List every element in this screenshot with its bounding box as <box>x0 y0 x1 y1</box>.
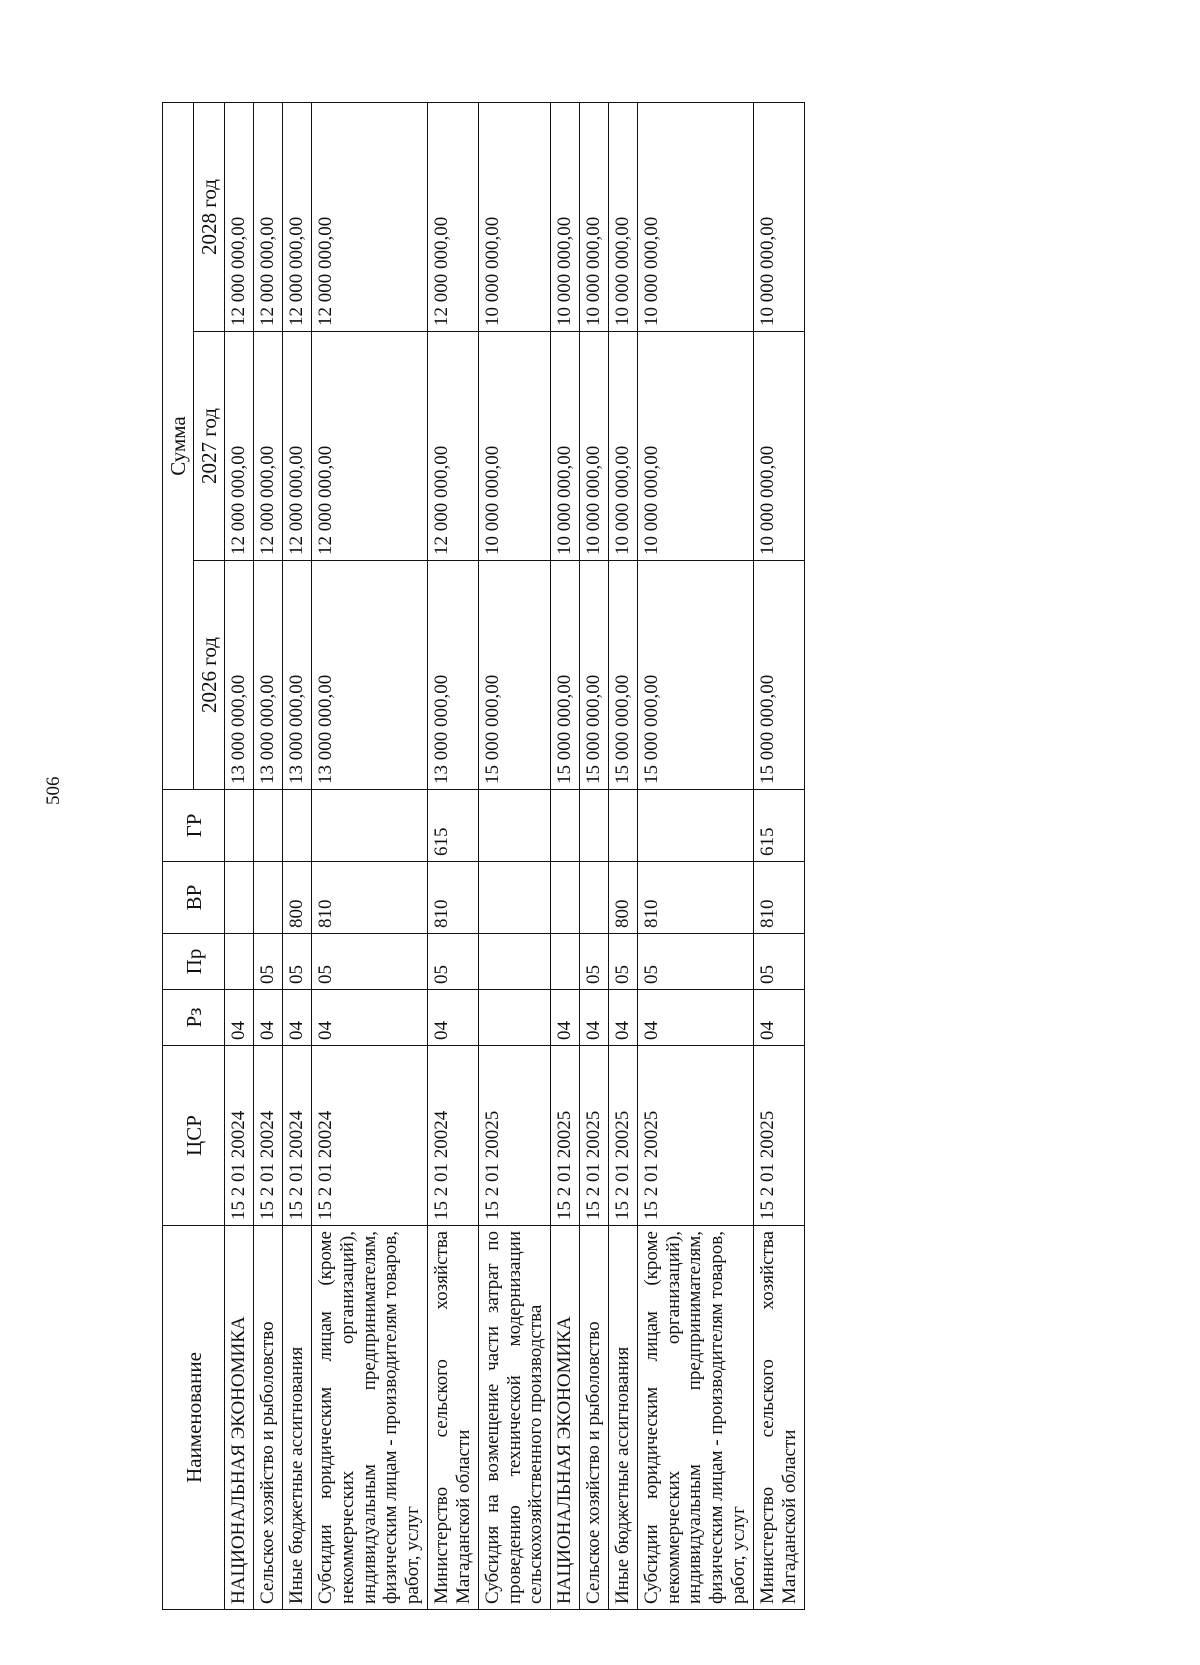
table-row <box>754 102 805 1609</box>
cell-y2028: 12 000 000,00 <box>282 102 311 331</box>
cell-y2027: 10 000 000,00 <box>608 332 637 561</box>
cell-gr <box>282 790 311 862</box>
cell-vr <box>225 862 254 934</box>
cell-rz <box>478 990 551 1046</box>
cell-name: Субсидия на возмещение части затрат по проведению технической модернизации сельскохозяйственного производства <box>478 1226 551 1610</box>
cell-y2027: 10 000 000,00 <box>478 332 551 561</box>
cell-gr <box>580 790 609 862</box>
cell-pr: 05 <box>637 934 753 990</box>
cell-gr <box>637 790 753 862</box>
cell-name: Иные бюджетные ассигнования <box>282 1226 311 1610</box>
cell-pr: 05 <box>311 934 427 990</box>
table-row <box>608 102 637 1609</box>
cell-pr <box>551 934 580 990</box>
cell-y2028: 12 000 000,00 <box>428 102 479 331</box>
header-gr: ГР <box>163 790 225 862</box>
table-row <box>551 102 580 1609</box>
cell-vr: 800 <box>282 862 311 934</box>
header-pr: Пр <box>163 934 225 990</box>
cell-y2028: 12 000 000,00 <box>311 102 427 331</box>
header-rz: Рз <box>163 990 225 1046</box>
cell-name: Министерство сельского хозяйства Магаданской области <box>754 1226 805 1610</box>
cell-vr <box>551 862 580 934</box>
cell-name: НАЦИОНАЛЬНАЯ ЭКОНОМИКА <box>225 1226 254 1610</box>
cell-y2026: 13 000 000,00 <box>254 561 283 790</box>
cell-vr <box>254 862 283 934</box>
cell-y2026: 15 000 000,00 <box>551 561 580 790</box>
header-name: Наименование <box>163 1226 225 1610</box>
cell-csr: 15 2 01 20025 <box>754 1046 805 1226</box>
cell-y2028: 12 000 000,00 <box>225 102 254 331</box>
cell-y2028: 10 000 000,00 <box>608 102 637 331</box>
cell-rz: 04 <box>608 990 637 1046</box>
cell-csr: 15 2 01 20024 <box>282 1046 311 1226</box>
cell-name: НАЦИОНАЛЬНАЯ ЭКОНОМИКА <box>551 1226 580 1610</box>
cell-csr: 15 2 01 20025 <box>608 1046 637 1226</box>
cell-rz: 04 <box>254 990 283 1046</box>
cell-rz: 04 <box>551 990 580 1046</box>
cell-pr: 05 <box>282 934 311 990</box>
cell-vr: 800 <box>608 862 637 934</box>
cell-y2028: 10 000 000,00 <box>478 102 551 331</box>
cell-name: Иные бюджетные ассигнования <box>608 1226 637 1610</box>
cell-y2028: 10 000 000,00 <box>580 102 609 331</box>
cell-name: Субсидии юридическим лицам (кроме некоммерческих организаций), индивидуальным предпринимателям, физическим лицам - производителям товаров, работ, услуг <box>311 1226 427 1610</box>
cell-y2026: 15 000 000,00 <box>637 561 753 790</box>
cell-y2028: 10 000 000,00 <box>754 102 805 331</box>
header-2028: 2028 год <box>194 102 225 331</box>
cell-csr: 15 2 01 20024 <box>311 1046 427 1226</box>
cell-pr: 05 <box>608 934 637 990</box>
cell-gr: 615 <box>428 790 479 862</box>
rotated-table-container <box>162 103 1078 1610</box>
cell-gr <box>254 790 283 862</box>
cell-y2026: 13 000 000,00 <box>282 561 311 790</box>
cell-y2027: 12 000 000,00 <box>311 332 427 561</box>
cell-vr: 810 <box>311 862 427 934</box>
cell-y2027: 10 000 000,00 <box>754 332 805 561</box>
cell-y2027: 12 000 000,00 <box>254 332 283 561</box>
header-csr: ЦСР <box>163 1046 225 1226</box>
cell-rz: 04 <box>754 990 805 1046</box>
page-number: 506 <box>43 776 64 805</box>
cell-y2028: 12 000 000,00 <box>254 102 283 331</box>
cell-y2026: 13 000 000,00 <box>225 561 254 790</box>
cell-rz: 04 <box>428 990 479 1046</box>
cell-y2028: 10 000 000,00 <box>637 102 753 331</box>
cell-y2026: 13 000 000,00 <box>428 561 479 790</box>
cell-y2027: 12 000 000,00 <box>428 332 479 561</box>
cell-vr: 810 <box>754 862 805 934</box>
budget-table <box>162 102 805 1610</box>
cell-y2026: 15 000 000,00 <box>754 561 805 790</box>
table-row <box>254 102 283 1609</box>
cell-y2027: 12 000 000,00 <box>225 332 254 561</box>
cell-pr: 05 <box>254 934 283 990</box>
cell-y2028: 10 000 000,00 <box>551 102 580 331</box>
header-vr: ВР <box>163 862 225 934</box>
cell-gr: 615 <box>754 790 805 862</box>
table-row <box>428 102 479 1609</box>
cell-rz: 04 <box>580 990 609 1046</box>
header-2026: 2026 год <box>194 561 225 790</box>
cell-pr: 05 <box>428 934 479 990</box>
cell-vr: 810 <box>637 862 753 934</box>
cell-y2026: 15 000 000,00 <box>478 561 551 790</box>
cell-csr: 15 2 01 20024 <box>225 1046 254 1226</box>
header-row-1 <box>163 102 194 1609</box>
table-row <box>637 102 753 1609</box>
header-2027: 2027 год <box>194 332 225 561</box>
cell-pr <box>478 934 551 990</box>
cell-name: Субсидии юридическим лицам (кроме некоммерческих организаций), индивидуальным предпринимателям, физическим лицам - производителям товаров, работ, услуг <box>637 1226 753 1610</box>
cell-csr: 15 2 01 20024 <box>428 1046 479 1226</box>
table-row <box>311 102 427 1609</box>
cell-gr <box>608 790 637 862</box>
cell-name: Сельское хозяйство и рыболовство <box>580 1226 609 1610</box>
cell-pr: 05 <box>754 934 805 990</box>
cell-csr: 15 2 01 20025 <box>637 1046 753 1226</box>
cell-name: Сельское хозяйство и рыболовство <box>254 1226 283 1610</box>
cell-gr <box>311 790 427 862</box>
cell-y2027: 10 000 000,00 <box>551 332 580 561</box>
cell-y2026: 15 000 000,00 <box>580 561 609 790</box>
table-row <box>478 102 551 1609</box>
cell-name: Министерство сельского хозяйства Магаданской области <box>428 1226 479 1610</box>
cell-rz: 04 <box>637 990 753 1046</box>
cell-csr: 15 2 01 20024 <box>254 1046 283 1226</box>
cell-y2027: 10 000 000,00 <box>637 332 753 561</box>
cell-y2026: 15 000 000,00 <box>608 561 637 790</box>
cell-rz: 04 <box>311 990 427 1046</box>
table-row <box>282 102 311 1609</box>
cell-rz: 04 <box>225 990 254 1046</box>
header-sum: Сумма <box>163 102 194 789</box>
cell-rz: 04 <box>282 990 311 1046</box>
cell-vr <box>478 862 551 934</box>
cell-y2026: 13 000 000,00 <box>311 561 427 790</box>
cell-y2027: 10 000 000,00 <box>580 332 609 561</box>
cell-pr: 05 <box>580 934 609 990</box>
cell-csr: 15 2 01 20025 <box>551 1046 580 1226</box>
cell-vr <box>580 862 609 934</box>
cell-csr: 15 2 01 20025 <box>478 1046 551 1226</box>
cell-csr: 15 2 01 20025 <box>580 1046 609 1226</box>
cell-gr <box>225 790 254 862</box>
cell-pr <box>225 934 254 990</box>
table-row <box>225 102 254 1609</box>
cell-gr <box>551 790 580 862</box>
table-row <box>580 102 609 1609</box>
cell-gr <box>478 790 551 862</box>
cell-y2027: 12 000 000,00 <box>282 332 311 561</box>
cell-vr: 810 <box>428 862 479 934</box>
